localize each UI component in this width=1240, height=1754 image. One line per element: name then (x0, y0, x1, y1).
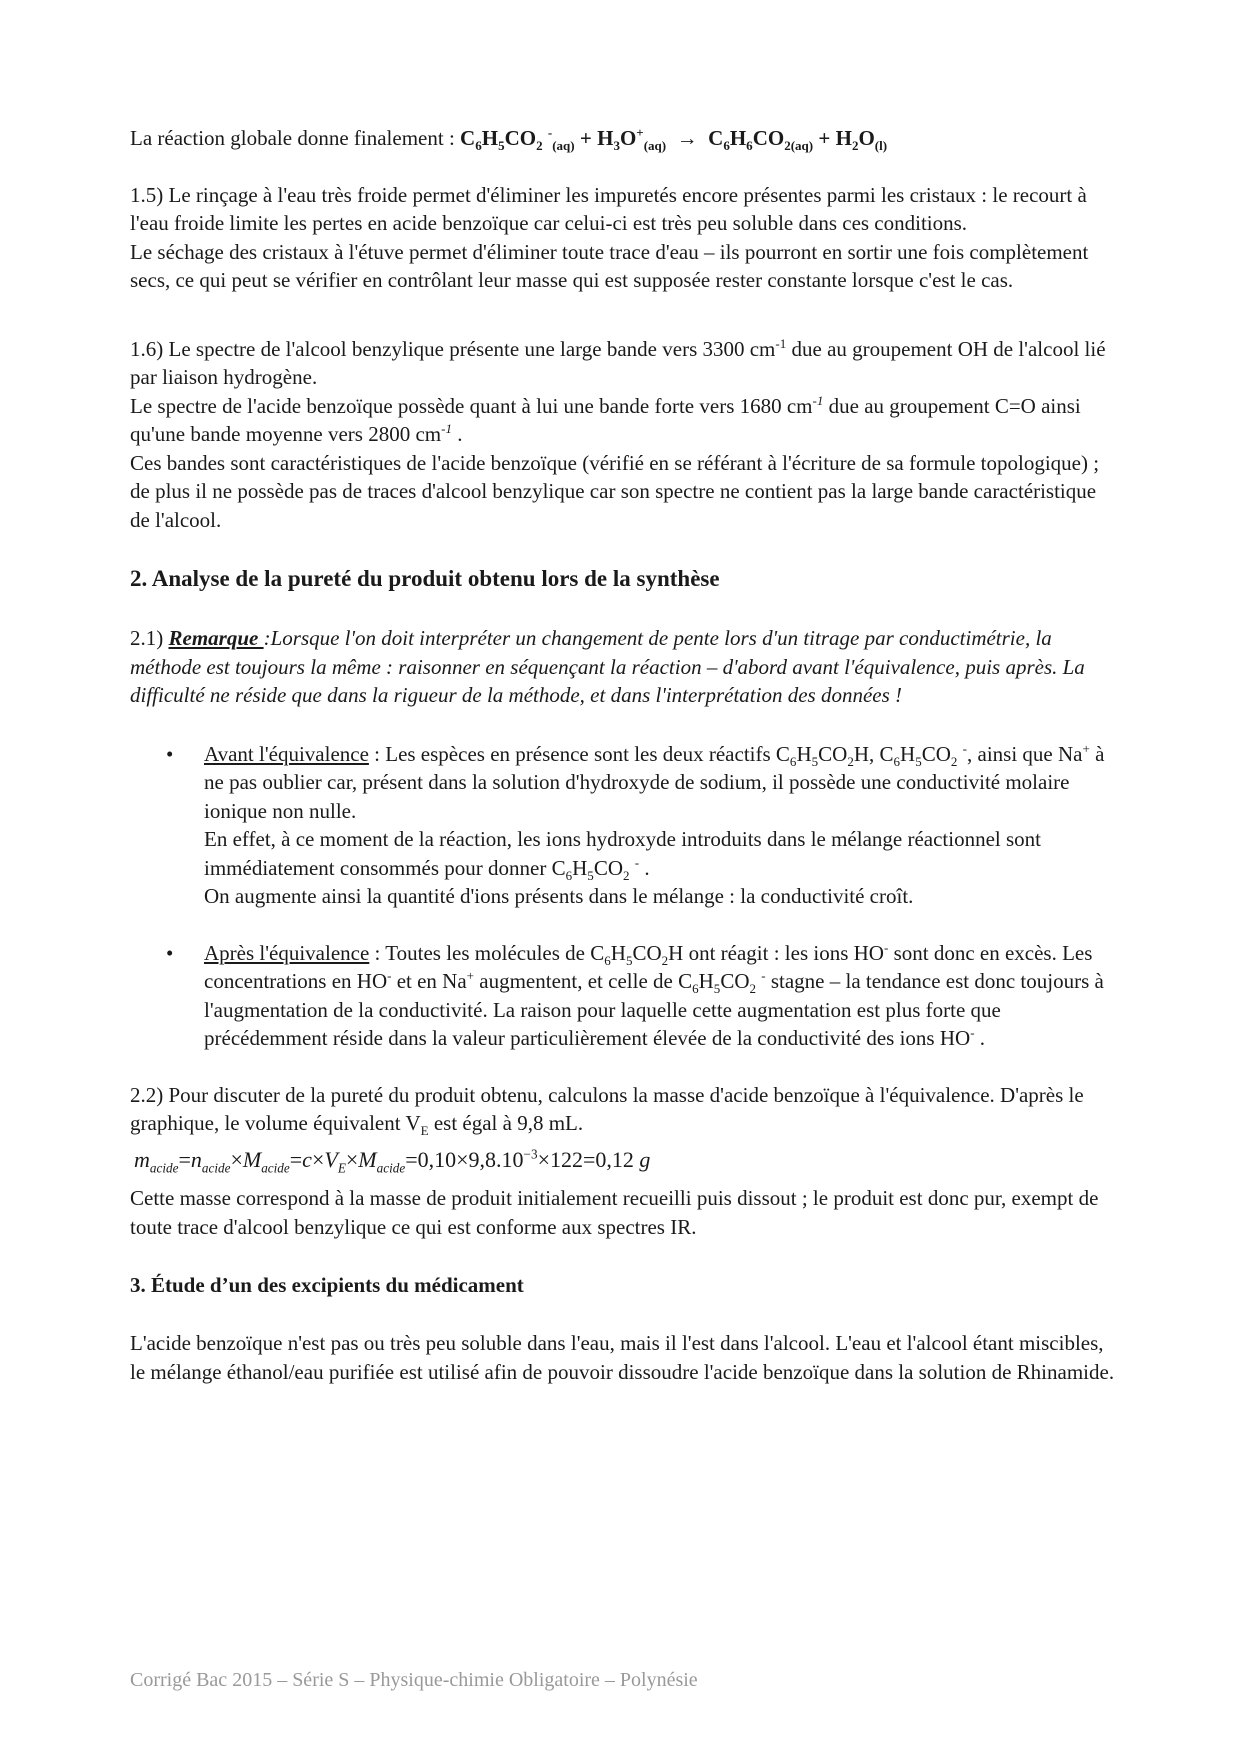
document-page (130, 124, 1120, 1386)
section-1-5-p2: Le séchage des cristaux à l'étuve permet d'éliminer toute trace d'eau – ils pourront en sortir une fois complètement secs, ce qui peut se vérifier en contrôlant leur masse qui est supposée rester constante lorsque c'est le cas. (130, 239, 1089, 292)
page-footer: Corrigé Bac 2015 – Série S – Physique-chimie Obligatoire – Polynésie (130, 1669, 698, 1691)
global-reaction: La réaction globale donne finalement : $C_6H_5CO_2$ $^-_{(aq)} + H_3O^+_{(aq)} \to C_6H_6CO_{2(aq)} + H_2O_{(l)}$ (130, 125, 888, 154)
section-1-5-p1: 1.5) Le rinçage à l'eau très froide permet d'éliminer les impuretés encore présentes parmi les cristaux : le recourt à l'eau froide limite les pertes en acide benzoïque car celui-ci est très peu soluble dans ces conditions. (130, 182, 1087, 235)
section-3-p1: L'acide benzoïque n'est pas ou très peu soluble dans l'eau, mais il l'est dans l'alcool. L'eau et l'alcool étant miscibles, le mélange éthanol/eau purifiée est utilisé afin de pouvoir dissoudre l'acide benzoïque dans la solution de Rhinamide. (130, 1331, 1115, 1384)
mass-equation: $m_{acide}=n_{acide}\times M_{acide}=c\times V_E\times M_{acide}=0,10\times 9,8.10^{-3}\times 122=0,12$ g (134, 1146, 651, 1175)
section-1-6-p1: 1.6) Le spectre de l'alcool benzylique présente une large bande vers 3300 $cm^{-1}$ due au groupement OH de l'alcool lié par liaison hydrogène. (130, 335, 1106, 389)
bullet-icon: • (166, 741, 174, 766)
equivalence-list (130, 740, 1120, 1053)
list-item-before-equivalence: • Avant l'équivalence : Les espèces en présence sont les deux réactifs $C_6H_5CO_2H$, $C_6H_5CO_2$ -, ainsi que Na+ à ne pas oublier car, présent dans la solution d'hydroxyde de sodium, il possède une conductivité molaire ionique non nulle. En effet, à ce moment de la réaction, les ions hydroxyde introduits dans le mélange réactionnel sont immédiatement consommés pour donner $C_6H_5CO_2$ - . On augmente ainsi la quantité d'ions présents dans le mélange : la conductivité croît. (166, 740, 1105, 908)
list-item-after-equivalence: • Après l'équivalence : Toutes les molécules de $C_6H_5CO_2H$ ont réagit : les ions HO- sont donc en excès. Les concentrations en HO- et en Na+ augmentent, et celle de $C_6H_5CO_2$ - stagne – la tendance est donc toujours à l'augmentation de la conductivité. La raison pour laquelle cette augmentation est plus forte que précédemment réside dans la valeur particulièrement élevée de la conductivité des ions HO- . (166, 939, 1104, 1050)
heading-section-3: 3. Étude d’un des excipients du médicament (130, 1273, 524, 1297)
heading-section-2: 2. Analyse de la pureté du produit obtenu lors de la synthèse (130, 566, 720, 591)
section-1-6-p3: Ces bandes sont caractéristiques de l'acide benzoïque (vérifié en se référant à l'écriture de sa formule topologique) ; de plus il ne possède pas de traces d'alcool benzylique car son spectre ne contient pas la large bande caractéristique de l'alcool. (130, 450, 1100, 532)
section-2-2-p2: Cette masse correspond à la masse de produit initialement recueilli puis dissout ; le produit est donc pur, exempt de toute trace d'alcool benzylique ce qui est conforme aux spectres IR. (130, 1186, 1099, 1239)
bullet-icon: • (166, 940, 174, 965)
section-1-6-p2: Le spectre de l'acide benzoïque possède quant à lui une bande forte vers 1680 $cm^{-1}$ due au groupement C=O ainsi qu'une bande moyenne vers 2800 $cm^{-1}$ . (130, 392, 1081, 446)
section-2-2-p1: 2.2) Pour discuter de la pureté du produit obtenu, calculons la masse d'acide benzoïque à l'équivalence. D'après le graphique, le volume équivalent $V_E$ est égal à 9,8 mL. (130, 1082, 1084, 1139)
section-2-1-remark: 2.1) Remarque :Lorsque l'on doit interpréter un changement de pente lors d'un titrage par conductimétrie, la méthode est toujours la même : raisonner en séquençant la réaction – d'abord avant l'équivalence, puis après. La difficulté ne réside que dans la rigueur de la méthode, et dans l'interprétation des données ! (130, 626, 1085, 707)
